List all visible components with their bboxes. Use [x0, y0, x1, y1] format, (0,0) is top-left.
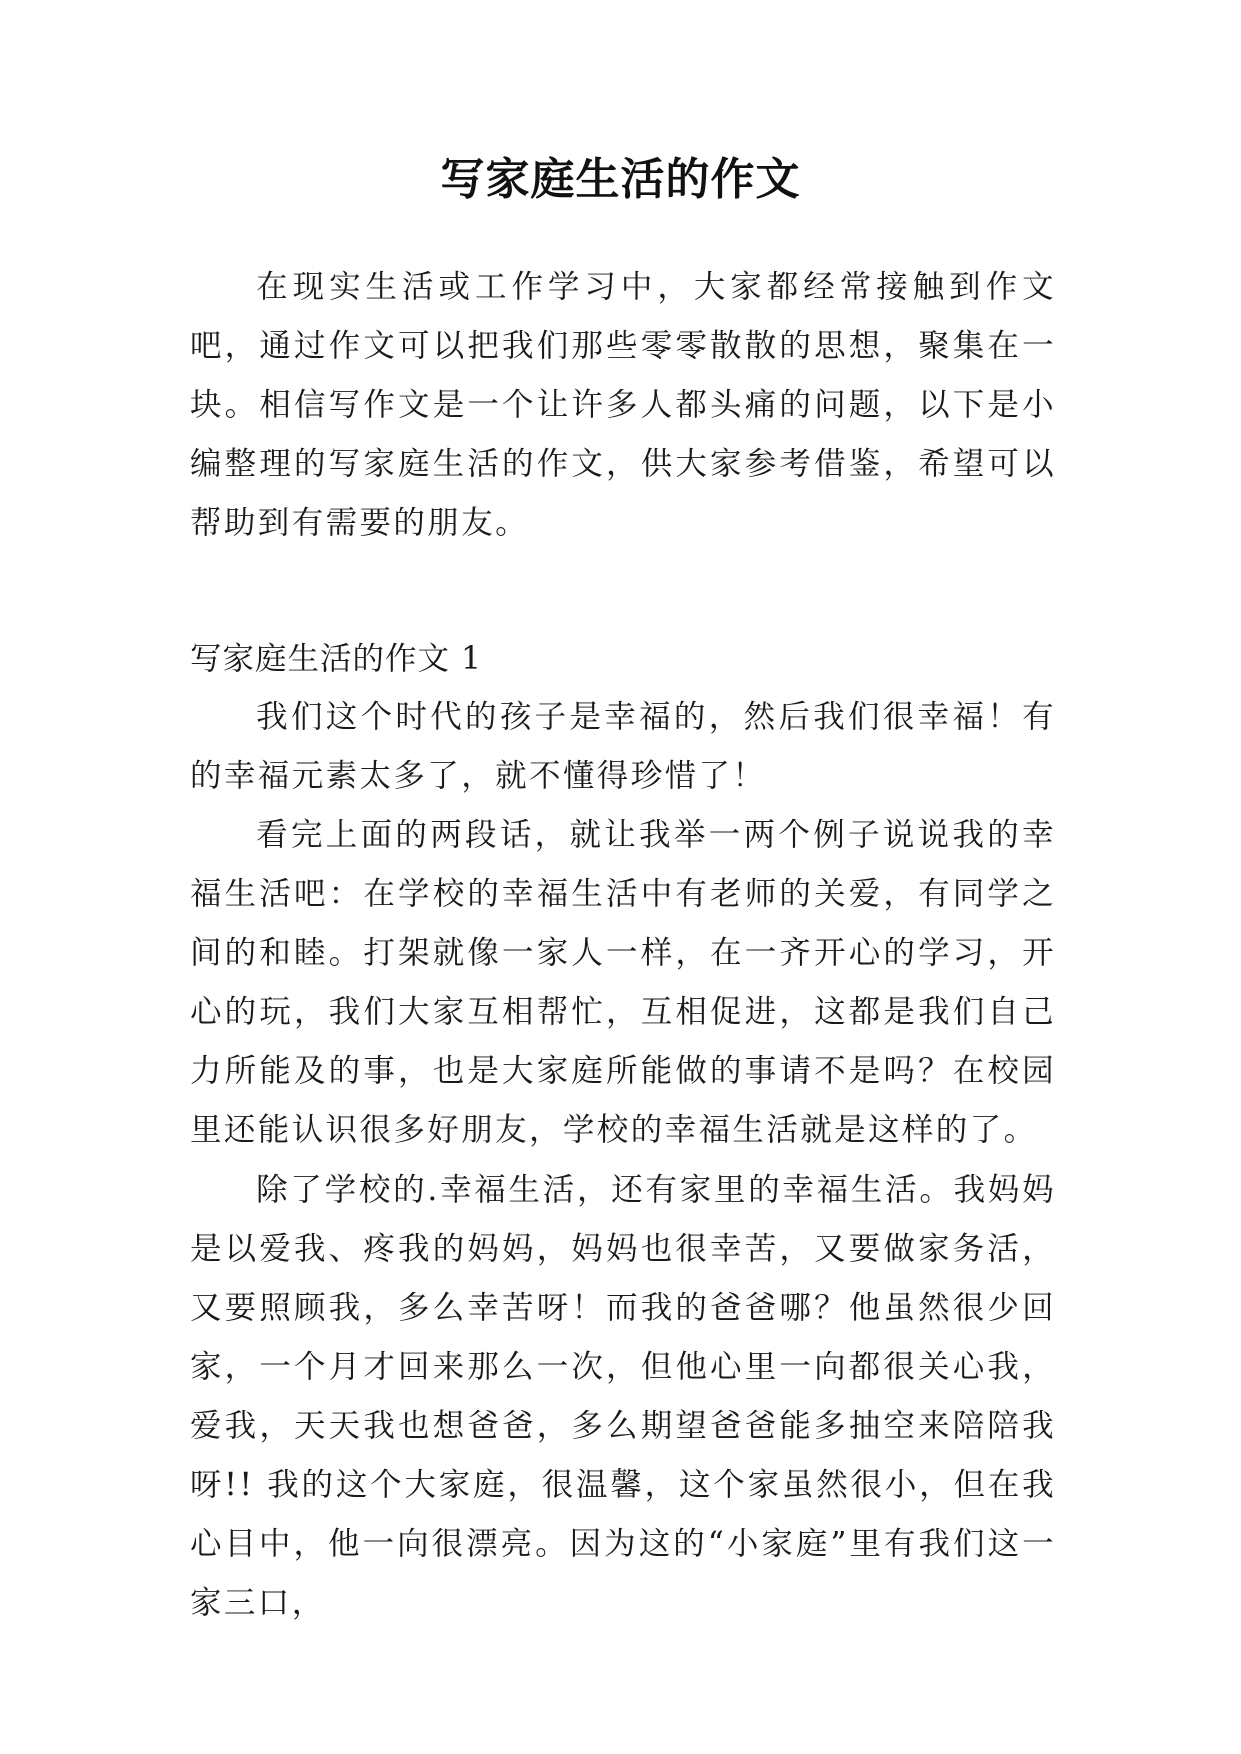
- intro-paragraph: 在现实生活或工作学习中，大家都经常接触到作文吧，通过作文可以把我们那些零零散散的思想，聚集在一块。相信写作文是一个让许多人都头痛的问题，以下是小编整理的写家庭生活的作文，供大家参考借鉴，希望可以帮助到有需要的朋友。: [190, 269, 1056, 541]
- body-paragraph-2: 看完上面的两段话，就让我举一两个例子说说我的幸福生活吧：在学校的幸福生活中有老师的关爱，有同学之间的和睦。打架就像一家人一样，在一齐开心的学习，开心的玩，我们大家互相帮忙，互相促进，这都是我们自己力所能及的事，也是大家庭所能做的事请不是吗？在校园里还能认识很多好朋友，学校的幸福生活就是这样的了。: [190, 817, 1056, 1148]
- document-title: 写家庭生活的作文: [440, 154, 801, 205]
- body-paragraph-1: 我们这个时代的孩子是幸福的，然后我们很幸福！有的幸福元素太多了，就不懂得珍惜了！: [190, 699, 1056, 794]
- body-paragraph-3: 除了学校的.幸福生活，还有家里的幸福生活。我妈妈是以爱我、疼我的妈妈，妈妈也很幸苦，又要做家务活，又要照顾我，多么幸苦呀！而我的爸爸哪？他虽然很少回家，一个月才回来那么一次，但他心里一向都很关心我，爱我，天天我也想爸爸，多么期望爸爸能多抽空来陪陪我呀!! 我的这个大家庭，很温馨，这个家虽然很小，但在我心目中，他一向很漂亮。因为这的“小家庭”里有我们这一家三口，: [190, 1172, 1056, 1621]
- section-heading: 写家庭生活的作文 1: [190, 641, 483, 677]
